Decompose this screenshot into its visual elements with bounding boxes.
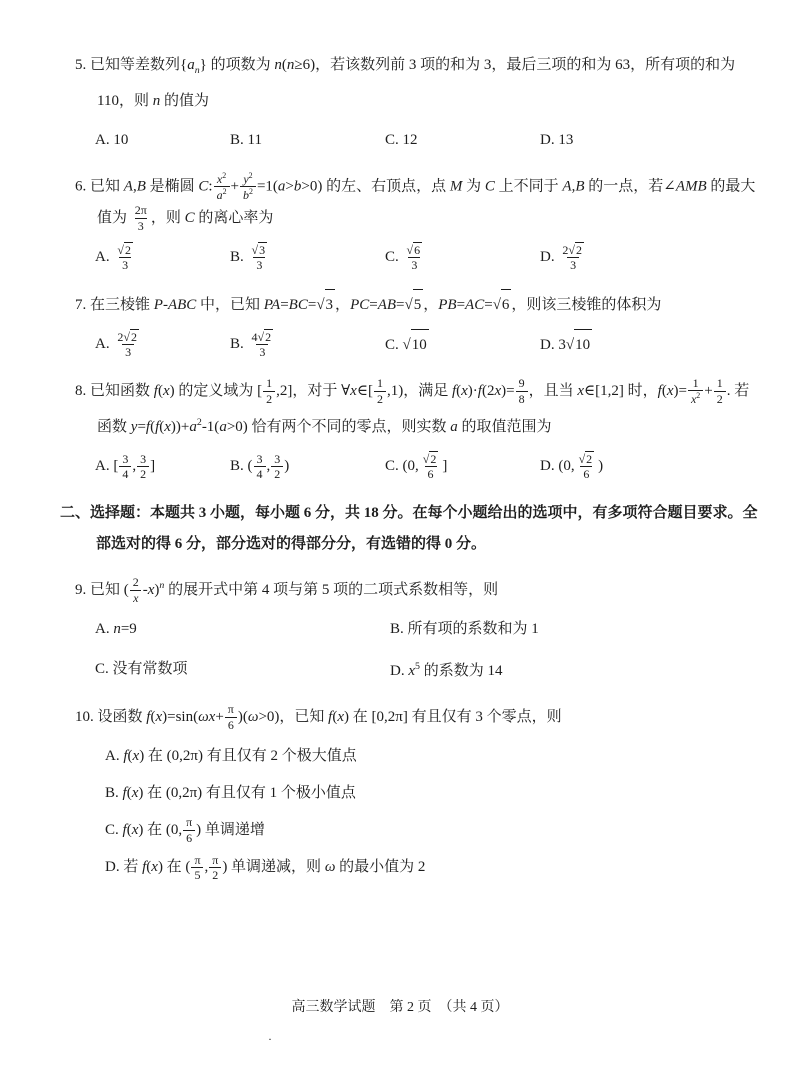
option-d: D. $\frac{2√2}{3}$ xyxy=(540,242,582,273)
question-5-stem: 5. 已知等差数列$\{a_n\}$ 的项数为 n(n≥6)，若该数列前 3 项的和为 3，最后三项的和为 63，所有项的和为 110，则 n 的值为 xyxy=(75,57,736,109)
option-d: D. (0, $\frac{√2}{6}$ ) xyxy=(540,451,604,482)
question-8-options xyxy=(95,451,758,482)
option-a: A. 10 xyxy=(95,132,129,148)
option-b: B. $\frac{√3}{3}$ xyxy=(230,242,266,273)
question-10-stem: 10. 设函数 f(x)=sin(ωx+ $\frac{\pi}{6}$ )(ω>0)，已知 f(x) 在 [0,2π] 有且仅有 3 个零点，则 xyxy=(75,702,562,732)
question-5 xyxy=(75,50,758,155)
option-d: D. $x^5$ 的系数为 14 xyxy=(390,660,503,679)
option-a: A. $\frac{√2}{3}$ xyxy=(95,242,131,273)
question-7 xyxy=(75,289,758,360)
option-c: C. f(x) 在 (0, $\frac{\pi}{6}$ ) 单调递增 xyxy=(105,815,265,845)
page-footer: 高三数学试题 第 2 页 （共 4 页） xyxy=(291,1000,509,1015)
question-8-stem: 8. 已知函数 f(x) 的定义域为 [ $\frac{1}{2}$ ,2]，对于 ∀x∈[ $\frac{1}{2}$ ,1)，满足 f(x)·f(2x)= $\frac{9}{8}$ ，且当 x∈[1,2] 时，f(x)= $\frac{1}{x^2}$ + $\frac{1}{2}$ . 若函数 $y=f(f(x))+a^2-1(a>0)$ 恰有两个不同的零点，则实数 a 的取值范围为 xyxy=(75,375,750,435)
option-d: D. 13 xyxy=(540,132,574,148)
question-5-options xyxy=(95,125,758,155)
option-c: C. √10 xyxy=(385,329,540,360)
question-6 xyxy=(75,171,758,273)
question-6-options xyxy=(95,242,758,273)
option-a: A. $\frac{2√2}{3}$ xyxy=(95,329,137,360)
option-a: A. [ $\frac{3}{4}$ , $\frac{3}{2}$ ] xyxy=(95,451,156,482)
question-9-stem: 9. 已知 ( $\frac{2}{x}$ -x)$^n$ 的展开式中第 4 项与第 5 项的二项式系数相等，则 xyxy=(75,575,499,605)
question-6-stem: 6. 已知 A,B 是椭圆 C: $\frac{x^2}{a^2}$ + $\frac{y^2}{b^2}$ =1(a>b>0) 的左、右顶点，点 M 为 C 上不同于 A,B 的一点，若∠AMB 的最大值为 $\frac{2\pi}{3}$ ，则 C 的离心率为 xyxy=(75,171,756,233)
option-c: C. 没有常数项 xyxy=(95,660,188,677)
question-10-options xyxy=(105,741,758,883)
option-c: C. (0, $\frac{√2}{6}$ ] xyxy=(385,451,448,482)
question-7-options xyxy=(95,329,758,360)
option-b: B. 11 xyxy=(230,132,262,148)
option-d: D. 若 f(x) 在 ( $\frac{\pi}{5}$ , $\frac{\pi}{2}$ ) 单调递减，则 ω 的最小值为 2 xyxy=(105,852,426,883)
option-a: A. f(x) 在 (0,2π) 有且仅有 2 个极大值点 xyxy=(105,747,357,764)
option-b: B. 所有项的系数和为 1 xyxy=(390,620,539,637)
question-8 xyxy=(75,376,758,482)
question-7-stem: 7. 在三棱锥 P-ABC 中，已知 PA=BC=√3 ，PC=AB=√5 ，PB=AC=√6 ，则该三棱锥的体积为 xyxy=(75,289,758,321)
option-c: C. $\frac{√6}{3}$ xyxy=(385,242,421,273)
option-b: B. f(x) 在 (0,2π) 有且仅有 1 个极小值点 xyxy=(105,784,356,801)
question-9-options xyxy=(95,614,758,686)
section-2-header: 二、选择题：本题共 3 小题，每小题 6 分，共 18 分。在每个小题给出的选项中，有多项符合题目要求。全部选对的得 6 分，部分选对的得部分分，有选错的得 0 分。 xyxy=(60,504,758,552)
question-10 xyxy=(75,702,758,883)
option-a: A. n=9 xyxy=(95,620,137,637)
option-b: B. ( $\frac{3}{4}$ , $\frac{3}{2}$ ) xyxy=(230,451,290,482)
option-b: B. $\frac{4√2}{3}$ xyxy=(230,329,272,360)
option-d: D. 3√10 xyxy=(540,329,758,360)
question-9 xyxy=(75,570,758,686)
stray-mark: · xyxy=(268,1032,272,1046)
option-c: C. 12 xyxy=(385,132,418,148)
